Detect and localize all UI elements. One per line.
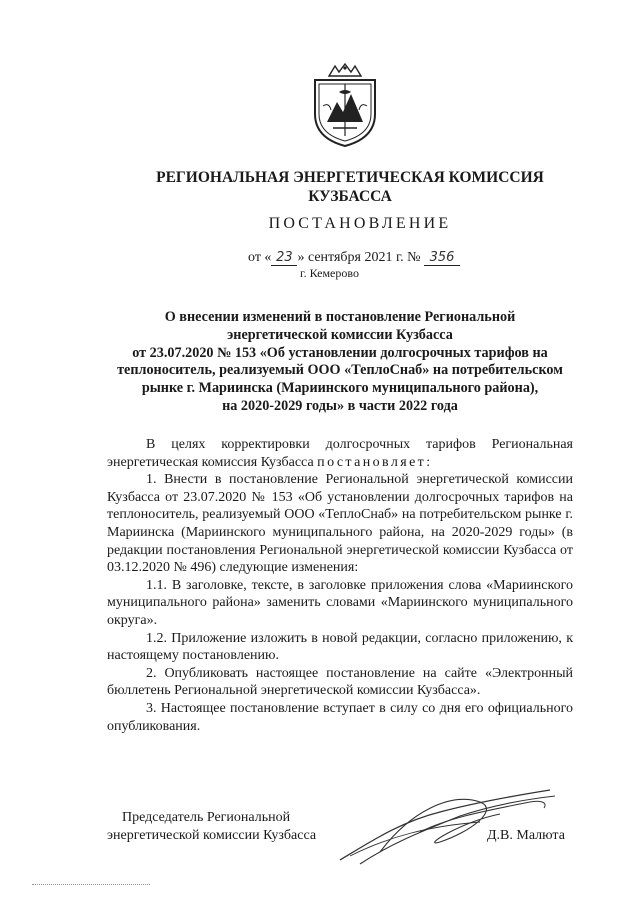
signer-name: Д.В. Малюта: [487, 828, 565, 843]
document-body: [107, 436, 573, 735]
paragraph-1-2: 1.2. Приложение изложить в новой редакции, согласно приложению, к настоящему постановлению.: [107, 630, 573, 664]
decree-verb: постановляет:: [317, 454, 433, 470]
intro-paragraph: В целях корректировки долгосрочных тарифов Региональная энергетическая комиссия Кузбасса постановляет:: [107, 437, 573, 470]
title-line: рынке г. Мариинска (Мариинского муниципального района),: [141, 380, 539, 397]
title-line: теплоноситель, реализуемый ООО «ТеплоСнаб» на потребительском: [117, 362, 563, 379]
paragraph-1-1: 1.1. В заголовке, тексте, в заголовке приложения слова «Мариинского муниципального района» заменить словами «Мариинского муниципального округа».: [107, 577, 573, 628]
document-city: г. Кемерово: [300, 266, 359, 280]
title-line: энергетической комиссии Кузбасса: [227, 326, 453, 343]
document-type: ПОСТАНОВЛЕНИЕ: [268, 215, 452, 232]
title-line: от 23.07.2020 № 153 «Об установлении долгосрочных тарифов на: [132, 344, 548, 361]
title-line: на 2020-2029 годы» в части 2022 года: [222, 397, 458, 414]
date-prefix: от «: [248, 250, 272, 265]
organization-name-line2: КУЗБАССА: [308, 188, 392, 205]
handwritten-signature: [330, 772, 560, 872]
footer-divider: [32, 884, 150, 885]
document-title: [100, 309, 580, 416]
date-day-handwritten: 23: [271, 251, 297, 266]
signer-position-line2: энергетической комиссии Кузбасса: [107, 828, 317, 843]
document-date-line: [248, 250, 460, 266]
date-rest: » сентября 2021 г. №: [297, 250, 421, 265]
signer-position-line1: Председатель Региональной: [122, 810, 291, 825]
coat-of-arms-emblem: [309, 62, 381, 148]
paragraph-1: 1. Внести в постановление Региональной энергетической комиссии Кузбасса от 23.07.2020 № 153 «Об установлении долгосрочных тарифов на теплоноситель, реализуемый ООО «ТеплоСнаб» на потребительском рынке г. Мариинска (Мариинского муниципального района, на 2020-2029 годы» (в редакции постановления Региональной энергетической комиссии Кузбасса от 03.12.2020 № 496) следующие изменения:: [107, 472, 573, 576]
document-number-handwritten: 356: [424, 251, 460, 266]
title-line: О внесении изменений в постановление Региональной: [164, 309, 516, 325]
paragraph-2: 2. Опубликовать настоящее постановление на сайте «Электронный бюллетень Региональной энергетической комиссии Кузбасса».: [107, 665, 573, 699]
organization-name-line1: РЕГИОНАЛЬНАЯ ЭНЕРГЕТИЧЕСКАЯ КОМИССИЯ: [156, 169, 544, 186]
paragraph-3: 3. Настоящее постановление вступает в силу со дня его официального опубликования.: [107, 700, 573, 734]
